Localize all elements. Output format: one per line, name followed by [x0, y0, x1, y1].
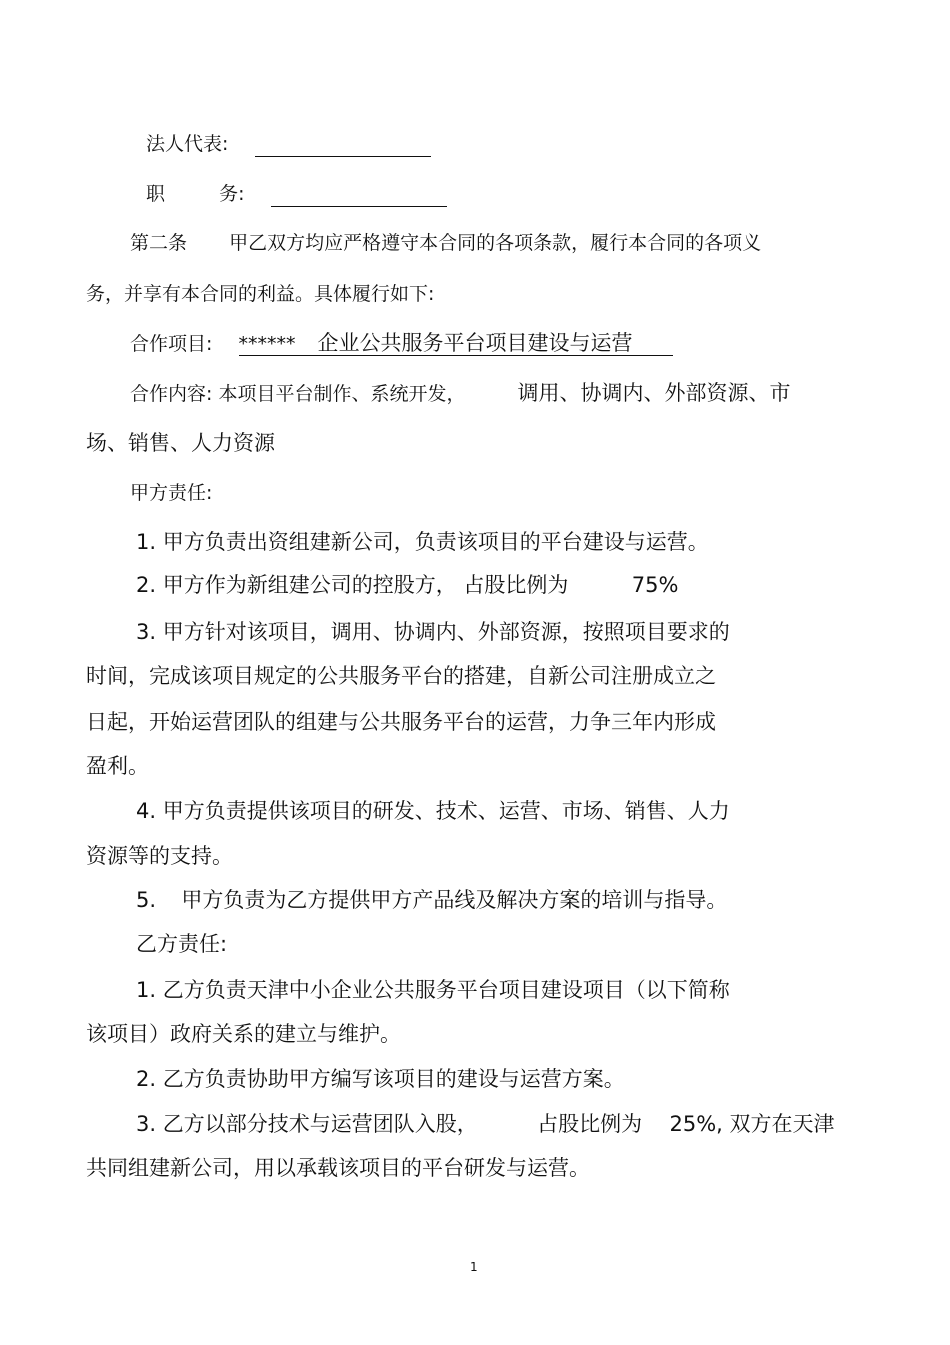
- party-a-item4-line1: 4. 甲方负责提供该项目的研发、技术、运营、市场、销售、人力: [136, 799, 730, 823]
- party-b-item3-line1: [136, 1111, 835, 1137]
- project-underlined: [239, 333, 673, 356]
- party-a-item2: [136, 572, 678, 598]
- party-a-item5: [136, 887, 727, 913]
- party-b-stake: 25%,: [669, 1112, 723, 1136]
- party-a-item3-line1: 3. 甲方针对该项目，调用、协调内、外部资源，按照项目要求的: [136, 620, 730, 644]
- content-line1: [130, 380, 791, 407]
- project-row: [130, 330, 673, 357]
- party-a-item3-line3: 日起，开始运营团队的组建与公共服务平台的运营，力争三年内形成: [86, 710, 716, 734]
- party-b-item2: 2. 乙方负责协助甲方编写该项目的建设与运营方案。: [136, 1067, 625, 1091]
- content-rest: 调用、协调内、外部资源、市: [517, 381, 791, 405]
- party-b-item3-line2: 共同组建新公司，用以承载该项目的平台研发与运营。: [86, 1156, 590, 1180]
- article2-heading: 第二条: [130, 232, 188, 254]
- article2-line2: 务，并享有本合同的利益。具体履行如下:: [86, 283, 435, 305]
- party-b-item3-c: 双方在天津: [729, 1112, 835, 1136]
- party-a-item2-text: 2. 甲方作为新组建公司的控股方， 占股比例为: [136, 573, 569, 597]
- article2-text1: 甲乙双方均应严格遵守本合同的各项条款，履行本合同的各项义: [229, 232, 762, 254]
- party-b-heading: 乙方责任:: [136, 932, 228, 956]
- party-a-stake: 75%: [631, 573, 679, 597]
- legal-rep-row: [146, 131, 431, 157]
- project-label: 合作项目:: [130, 333, 213, 355]
- party-b-item3-b: 占股比例为: [537, 1112, 643, 1136]
- position-label-b: 务:: [219, 183, 245, 205]
- party-a-item1: 1. 甲方负责出资组建新公司，负责该项目的平台建设与运营。: [136, 530, 709, 554]
- position-row: [146, 181, 447, 207]
- party-b-item1-line2: 该项目）政府关系的建立与维护。: [86, 1022, 401, 1046]
- party-b-item3-a: 3. 乙方以部分技术与运营团队入股，: [136, 1112, 478, 1136]
- content-line2: 场、销售、人力资源: [86, 431, 275, 455]
- position-blank: [271, 186, 447, 207]
- party-a-item3-line2: 时间，完成该项目规定的公共服务平台的搭建，自新公司注册成立之: [86, 664, 716, 688]
- content-label: 合作内容: 本项目平台制作、系统开发，: [130, 383, 466, 405]
- legal-rep-blank: [255, 136, 431, 157]
- party-b-item1-line1: 1. 乙方负责天津中小企业公共服务平台项目建设项目（以下简称: [136, 978, 730, 1002]
- party-a-item5-num: 5.: [136, 888, 157, 912]
- legal-rep-label: 法人代表:: [146, 133, 229, 155]
- position-label-a: 职: [146, 183, 166, 205]
- party-a-heading: 甲方责任:: [130, 482, 213, 504]
- project-stars: ******: [238, 333, 296, 355]
- party-a-item5-text: 甲方负责为乙方提供甲方产品线及解决方案的培训与指导。: [181, 888, 728, 912]
- party-a-item3-line4: 盈利。: [86, 754, 149, 778]
- project-name: 企业公共服务平台项目建设与运营: [317, 331, 633, 355]
- party-a-item4-line2: 资源等的支持。: [86, 844, 233, 868]
- article2-line1: [130, 230, 761, 256]
- page-number: 1: [470, 1260, 478, 1274]
